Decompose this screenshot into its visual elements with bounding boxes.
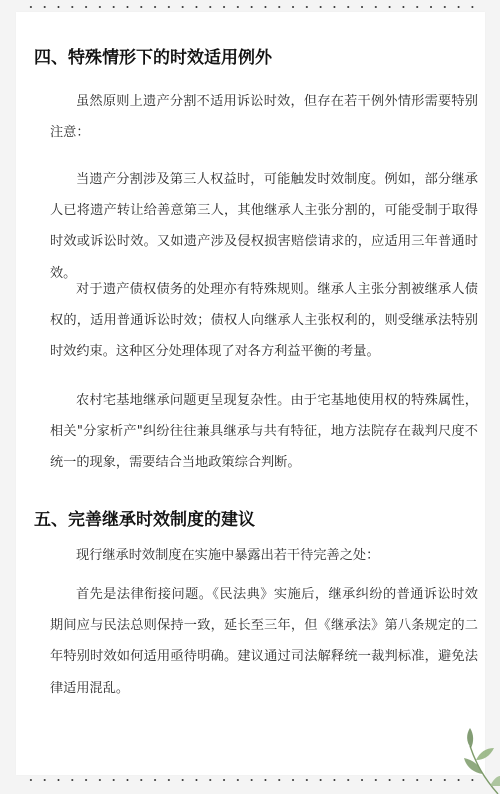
section-4-paragraph-4: 农村宅基地继承问题更呈现复杂性。由于宅基地使用权的特殊属性，相关"分家析产"纠纷往往兼具继承与共有特征，地方法院存在裁判尺度不统一的现象，需要结合当地政策综合判断。 bbox=[50, 393, 478, 471]
section-5-heading: 五、完善继承时效制度的建议 bbox=[34, 510, 255, 530]
section-4-heading: 四、特殊情形下的时效适用例外 bbox=[34, 48, 272, 68]
section-5-paragraph-1: 现行继承时效制度在实施中暴露出若干待完善之处： bbox=[76, 548, 380, 563]
top-dotted-border bbox=[24, 6, 476, 8]
leaf-branch-icon bbox=[436, 724, 500, 794]
document-page bbox=[16, 12, 485, 775]
section-4-paragraph-1: 虽然原则上遗产分割不适用诉讼时效，但存在若干例外情形需要特别注意： bbox=[50, 94, 478, 141]
section-4-paragraph-3: 对于遗产债权债务的处理亦有特殊规则。继承人主张分割被继承人债权的，适用普通诉讼时效；债权人向继承人主张权利的，则受继承法特别时效约束。这种区分处理体现了对各方利益平衡的考量。 bbox=[50, 282, 478, 360]
bottom-dotted-border bbox=[24, 779, 476, 781]
section-4-paragraph-2: 当遗产分割涉及第三人权益时，可能触发时效制度。例如，部分继承人已将遗产转让给善意第三人，其他继承人主张分割的，可能受制于取得时效或诉讼时效。又如遗产涉及侵权损害赔偿请求的，应适用三年普通时效。 bbox=[50, 172, 478, 281]
section-5-paragraph-2: 首先是法律衔接问题。《民法典》实施后，继承纠纷的普通诉讼时效期间应与民法总则保持一致，延长至三年，但《继承法》第八条规定的二年特别时效如何适用亟待明确。建议通过司法解释统一裁判标准，避免法律适用混乱。 bbox=[50, 587, 478, 696]
